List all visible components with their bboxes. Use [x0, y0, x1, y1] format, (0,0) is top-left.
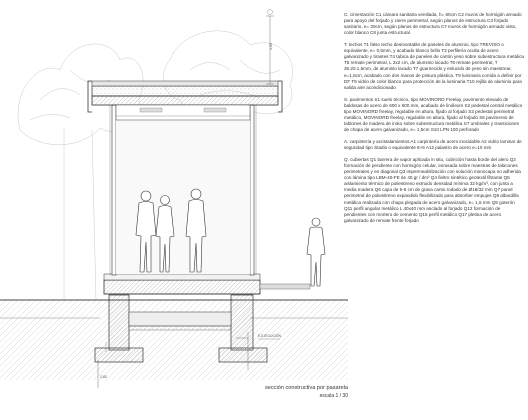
- spec-techos: T. techos T1 falso techo desmontable de paneles de aluminio, tipo TREVISO o equivalente, e= 0,5mm, y acabado blanco brillo T3 perfilería oculta de acero galvanizado y tirantes T4 tabica de paneles de cartón yeso sobre subestructura metálica T5 remate perimetral, L 2x2 cm, de aluminio lacado T6 remate perimetral, T 35.20.1,5mm, de aluminio lacado T7 guarnecido y enlucido de yeso sin maestrear, e=1,5cm, acabado con dos manos de pintura plástica. T8 luminaria corrida a definir por DF T9 vidrio de color blanco para protección de la luminaria T10 rejilla de aluminio para salida aire acondicionado: [344, 42, 524, 90]
- spec-pavimentos: S. pavimentos S1 suelo técnico, tipo MOVINORD Freelay, pavimento elevado de baldosas de acero de 600 x 600 mm, acabado de linóleum S2 pedestal central metálico tipo MOVINORD freelay, regulable en altura, fijado al forjado S3 pedestal perimetral metálico, MOVINORD freelay, regulable en altura, fijado al forjado S6 pavimento de tablones de madera de iroko sobre subestructura metálica S7 umbrales y transiciones de chapa de acero galvanizado, e= 1,5cm S10 LPN 100 perforado: [344, 96, 523, 132]
- specification-legend: [344, 6, 524, 230]
- reference-label: E-EJECUCIÓN: [258, 334, 281, 338]
- spec-carpinteria: A. carpintería y acristalamientos A1 carpintería de acero inoxidable A2 vidrio laminar de seguridad tipo Stadio o equivalente 6+6 A12 palastro de acero e=10 mm: [344, 139, 522, 151]
- floor-slab: [104, 274, 310, 294]
- spec-cimentacion: C. cimentación C1 cámara sanitaria ventilada, h= 60cm C2 muros de hormigón armado para apoyo del forjado y cierre perimetral, según planos de estructura C3 forjado sanitario, e= 30cm, según planos de estructura C7 muros de hormigón armado visto, color blanco C8 junta estructural: [344, 12, 522, 36]
- drawing-scale: escala 1 / 30: [319, 393, 348, 399]
- spec-cubiertas: Q. cubiertas Q1 barrera de vapor aplicada in situ, cubrición hasta borde del alero Q2 formación de pendiente con hormigón celular, enrasada sobre maestras de tabicones perimetrales y en diagonal Q3 impermeabilización con solución monocapa no adherida con lámina tipo LBM-40-FE de 40 gr / dm² Q4 fieltro sintético geotextil filtrante Q5 aislamiento térmico de poliestireno extruido densidad mínima 32 kg/m³, con junta a media madera Q6 capa de 5-6 cm de grava canto rodado de Ø16/32 mm Q7 panel perimetral de poliestireno expandido flexibilizado para absorber empujes Q8 albardilla metálica realizada con chapa plegada de acero galvanizado, e= 1,5 mm Q9 goterón Q11 perfil angular metálico L 40x40 mm anclado al forjado Q12 formación de pendientes con mortero de cemento Q15 perfil metálico Q17 pletina de acero galvanizado de remate frente forjado: [344, 157, 521, 223]
- person-outside: [307, 218, 325, 286]
- dimension-label-2: 2,60: [100, 375, 107, 379]
- drawing-title: sección constructiva por pasarela: [264, 385, 348, 391]
- dimension-label: 1,05: [269, 43, 273, 50]
- glazed-walls: [110, 105, 256, 275]
